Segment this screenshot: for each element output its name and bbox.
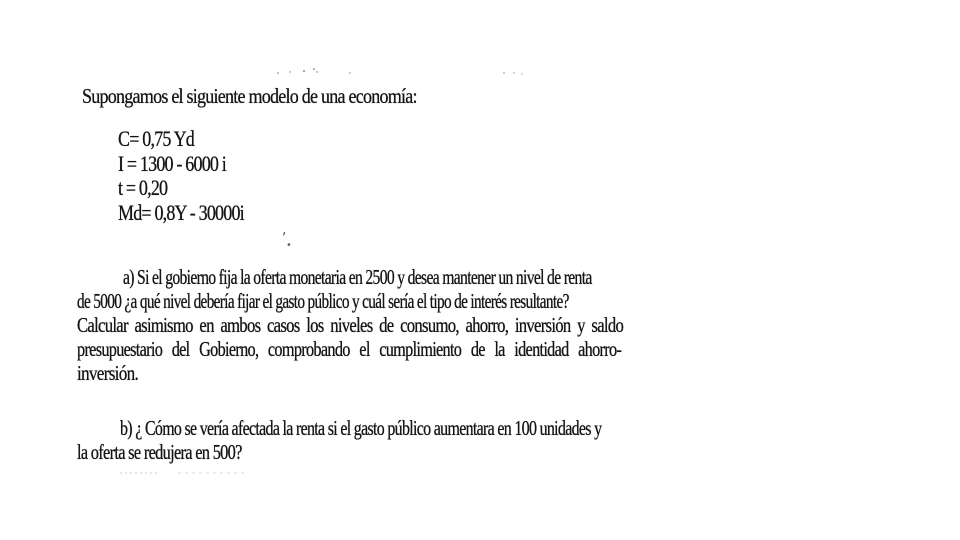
question-a-line: a) Si el gobierno fija la oferta monetaria en 2500 y desea mantener un nivel de renta xyxy=(123,265,592,289)
equation-tax-rate: t = 0,20 xyxy=(118,175,168,200)
scan-noise-right xyxy=(500,70,530,76)
question-a-line: de 5000 ¿a qué nivel debería fijar el gasto público y cuál sería el tipo de interés resultante? xyxy=(77,289,569,313)
equation-money-demand: Md= 0,8Y - 30000i xyxy=(118,199,244,225)
scan-noise-bottom xyxy=(118,470,248,476)
equation-consumption: C= 0,75 Yd xyxy=(118,126,194,151)
pen-mark: , xyxy=(282,222,287,238)
question-a-line: Calcular asimismo en ambos casos los niveles de consumo, ahorro, inversión y saldo xyxy=(77,313,624,337)
question-b-line: b) ¿ Cómo se vería afectada la renta si el gasto público aumentara en 100 unidades y xyxy=(120,416,602,440)
question-a-line: inversión. xyxy=(77,361,139,385)
question-b-line: la oferta se redujera en 500? xyxy=(77,440,242,464)
model-intro: Supongamos el siguiente modelo de una economía: xyxy=(82,84,417,108)
model-equations xyxy=(118,127,271,225)
pen-dot: • xyxy=(286,240,292,251)
scan-noise-top xyxy=(270,66,360,76)
equation-investment: I = 1300 - 6000 i xyxy=(118,150,226,176)
question-a-line: presupuestario del Gobierno, comprobando el cumplimiento de la identidad ahorro- xyxy=(77,337,622,361)
